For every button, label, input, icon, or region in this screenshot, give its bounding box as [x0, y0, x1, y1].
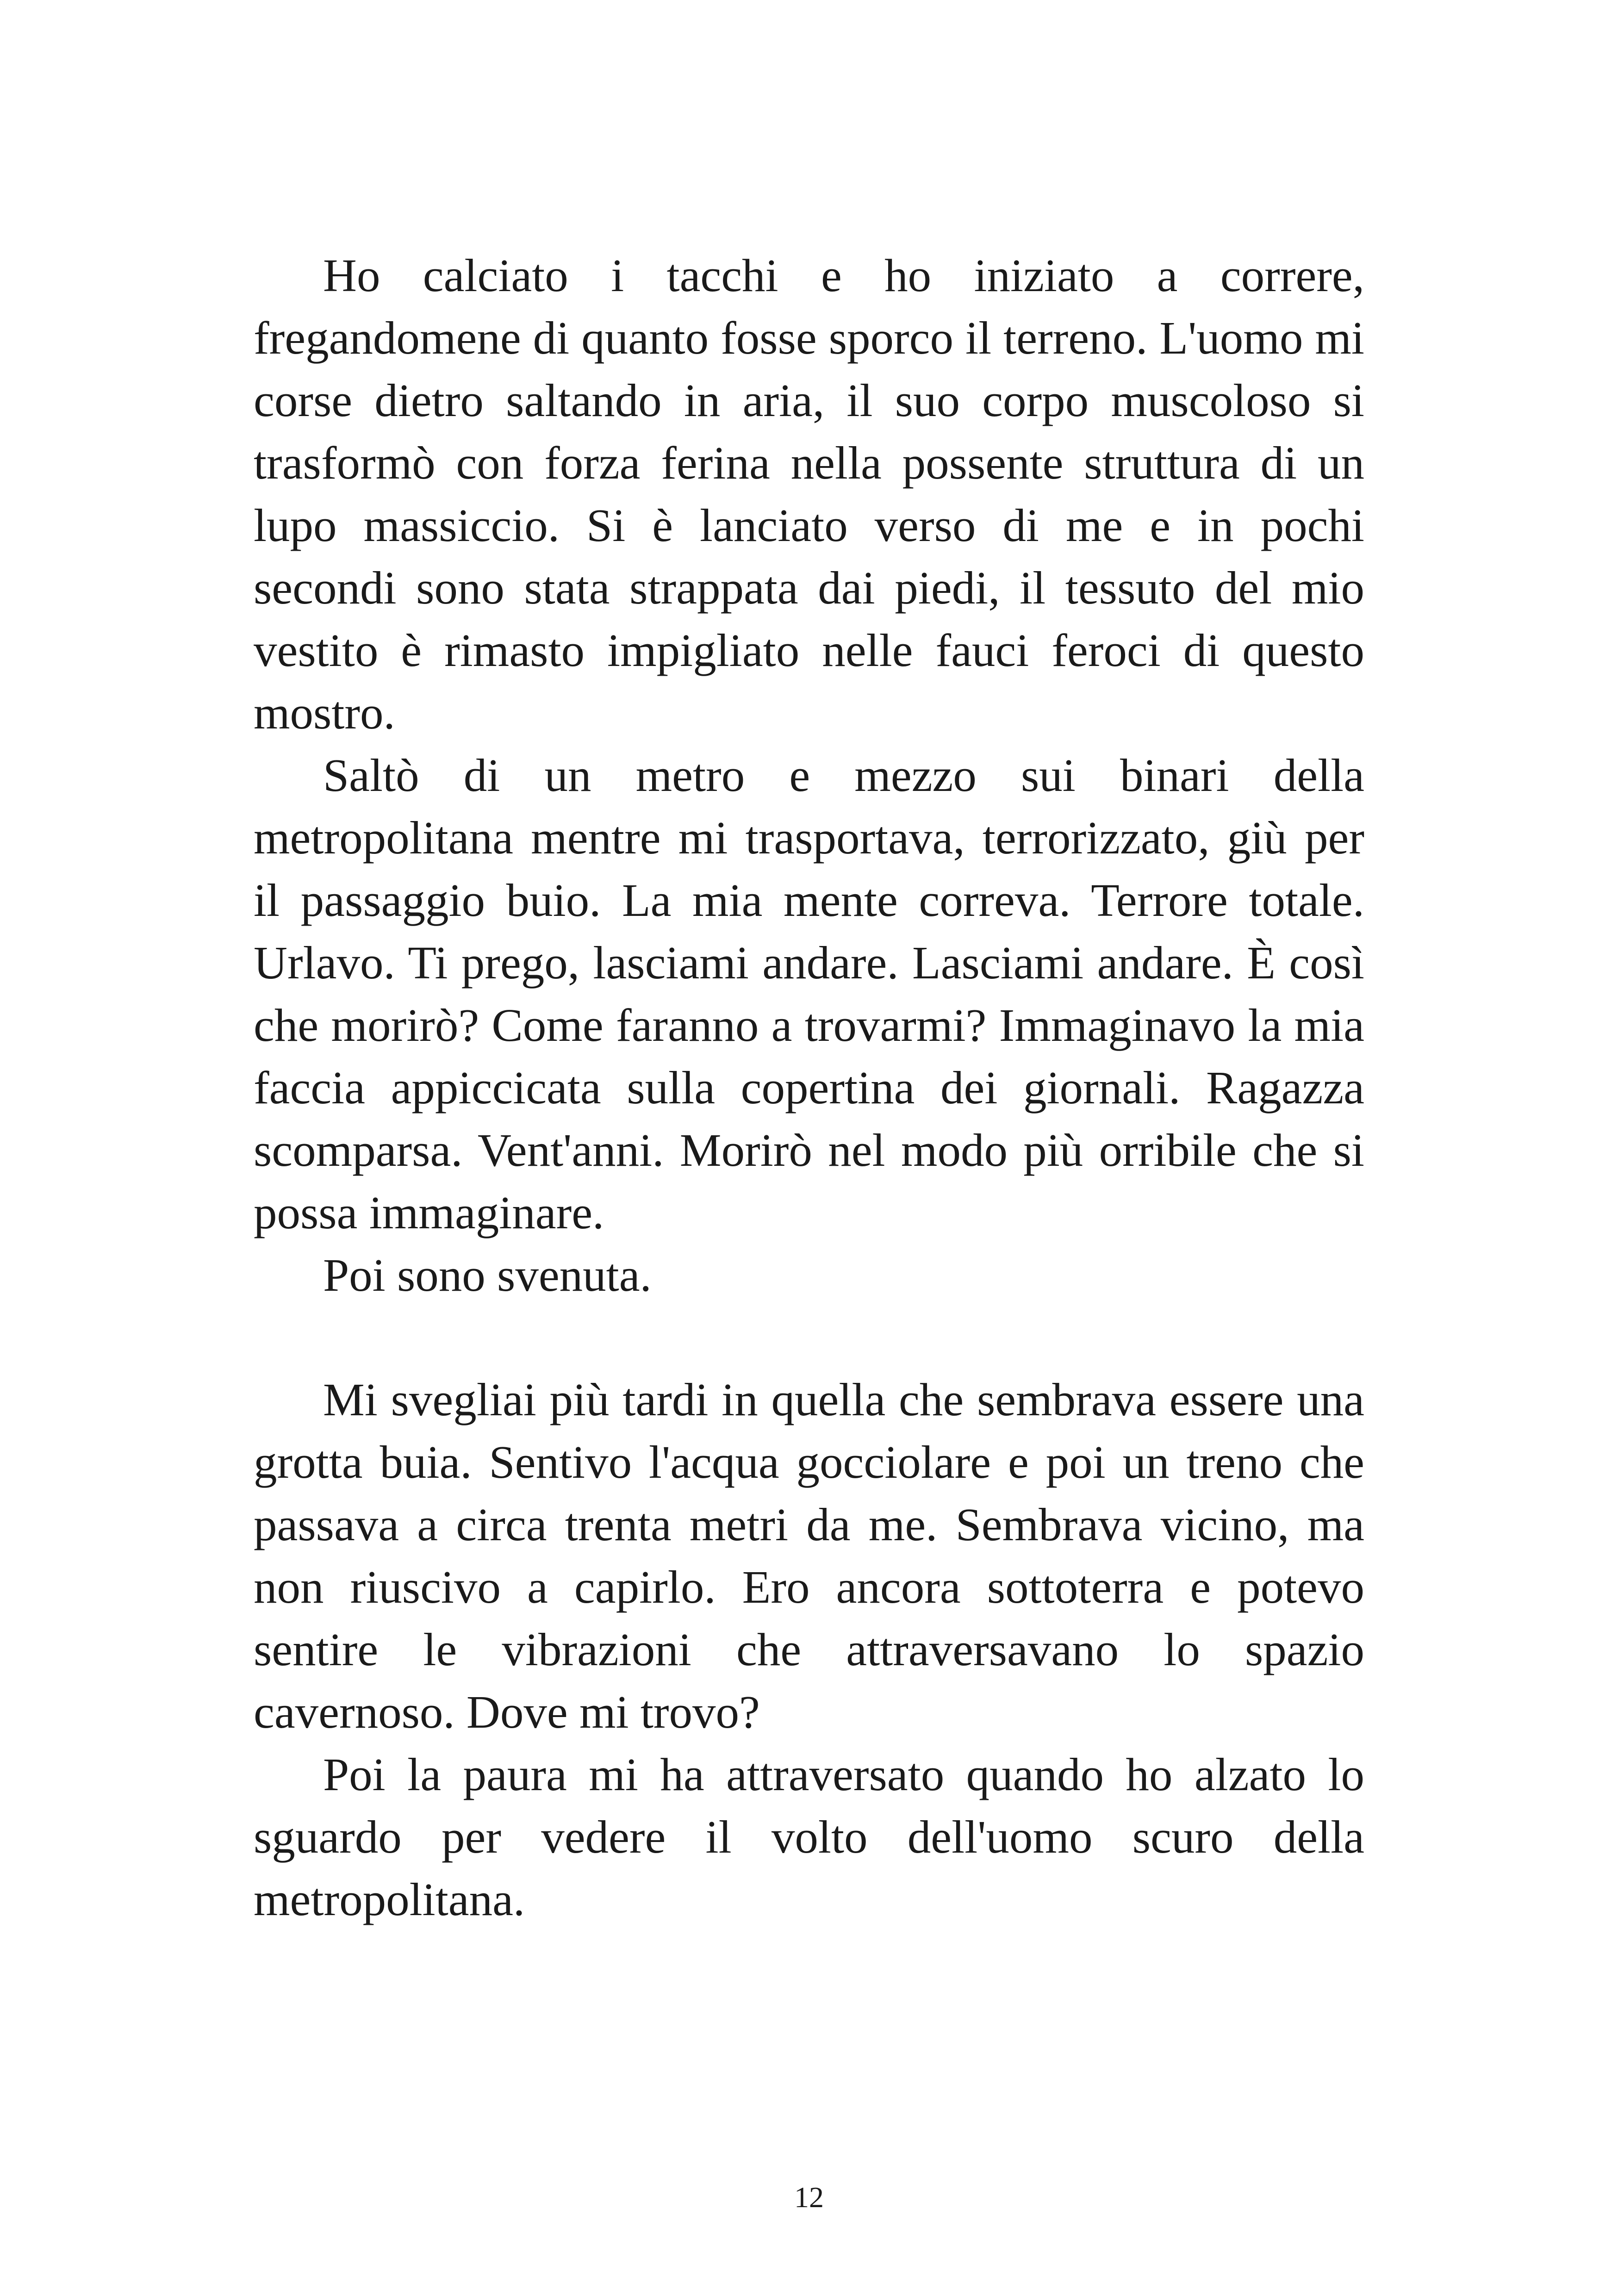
paragraph-2: Saltò di un metro e mezzo sui binari della metropolitana mentre mi trasportava, terrorizzato, giù per il passaggio buio. La mia mente correva. Terrore totale. Urlavo. Ti prego, lasciami andare. Lasciami andare. È così che morirò? Come faranno a trovarmi? Immaginavo la mia faccia appiccicata sulla copertina dei giornali. Ragazza scomparsa. Vent'anni. Morirò nel modo più orribile che si possa immaginare. [254, 749, 1364, 1238]
paragraph-5: Poi la paura mi ha attraversato quando ho alzato lo sguardo per vedere il volto dell'uomo scuro della metropolitana. [254, 1748, 1364, 1925]
page-number: 12 [794, 2181, 824, 2214]
paragraph-1: Ho calciato i tacchi e ho iniziato a correre, fregandomene di quanto fosse sporco il terreno. L'uomo mi corse dietro saltando in aria, il suo corpo muscoloso si trasformò con forza ferina nella possente struttura di un lupo massiccio. Si è lanciato verso di me e in pochi secondi sono stata strappata dai piedi, il tessuto del mio vestito è rimasto impigliato nelle fauci feroci di questo mostro. [254, 249, 1364, 739]
section-break [254, 1307, 1364, 1369]
paragraph-3: Poi sono svenuta. [323, 1249, 652, 1301]
paragraph-4: Mi svegliai più tardi in quella che sembrava essere una grotta buia. Sentivo l'acqua gocciolare e poi un treno che passava a circa trenta metri da me. Sembrava vicino, ma non riuscivo a capirlo. Ero ancora sottoterra e potevo sentire le vibrazioni che attraversavano lo spazio cavernoso. Dove mi trovo? [254, 1374, 1364, 1738]
body-text [254, 244, 1364, 1931]
